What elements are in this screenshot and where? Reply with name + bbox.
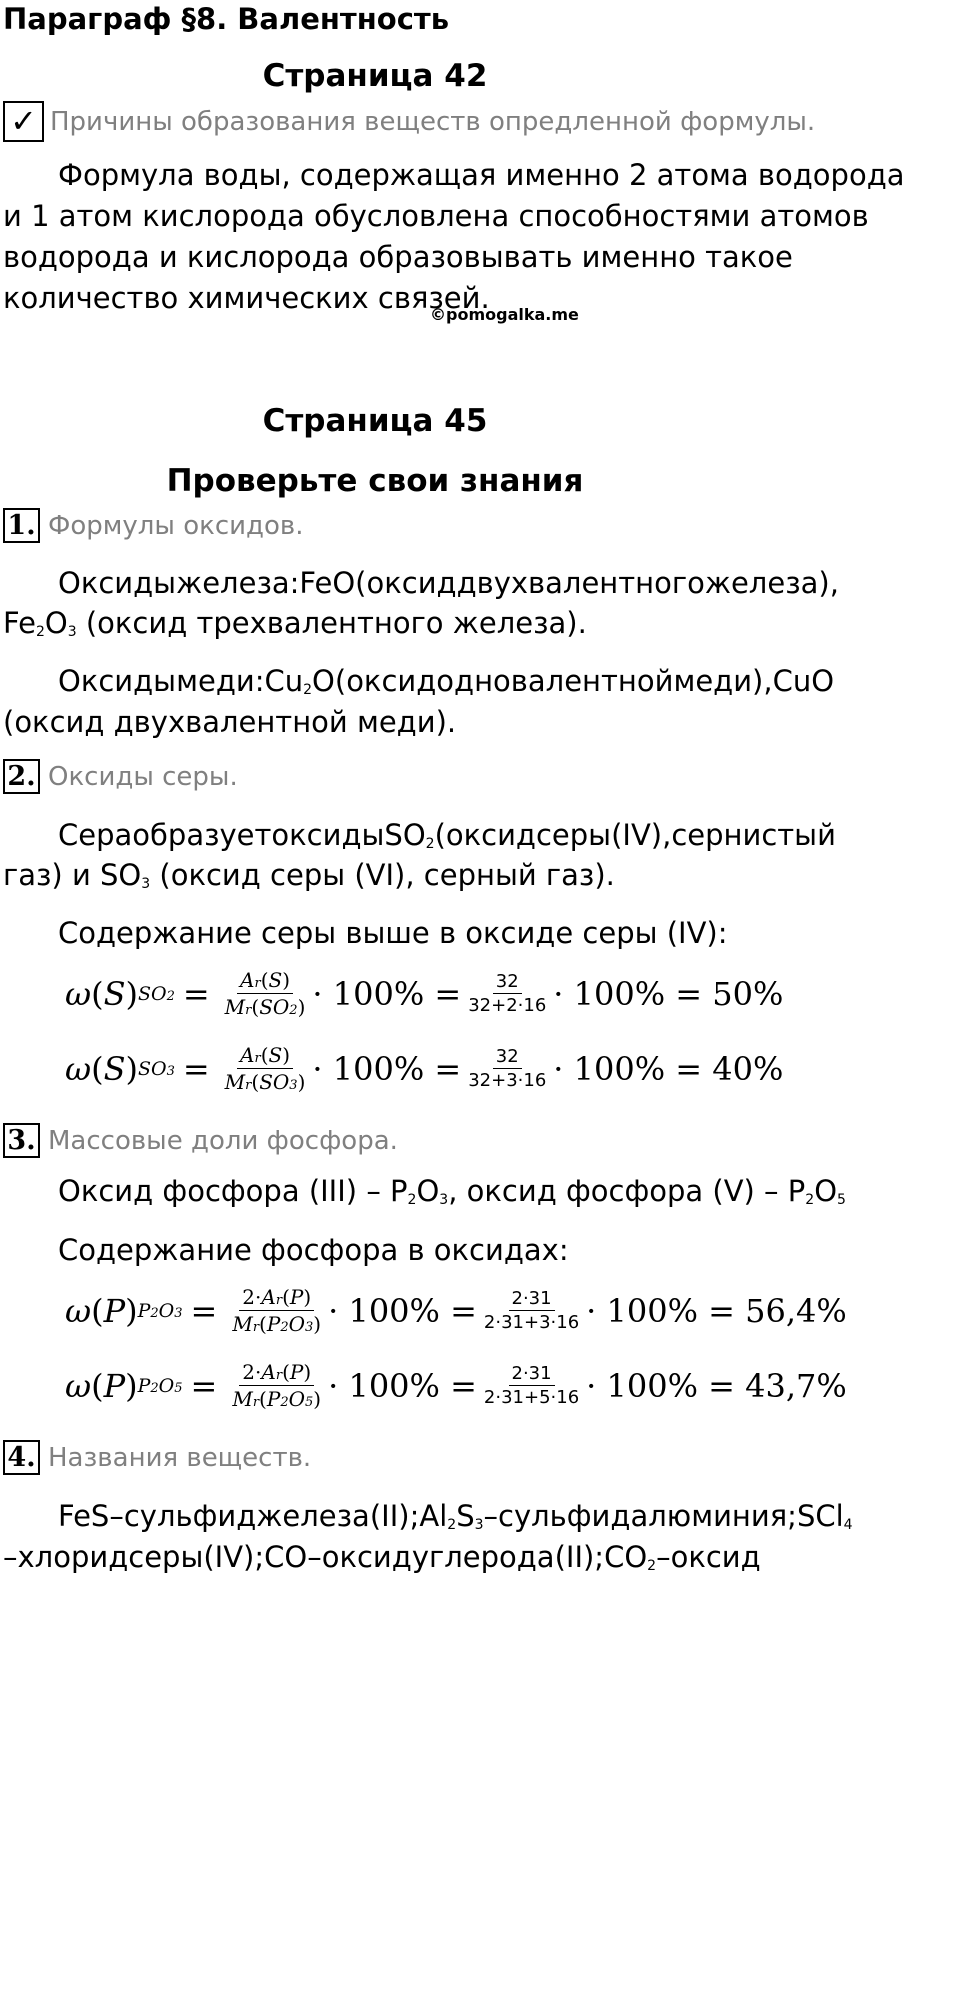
task-3-label: Массовые доли фосфора. [48, 1125, 398, 1156]
task-4-label: Названия веществ. [48, 1442, 312, 1473]
task-2-number: 2. [3, 759, 40, 794]
page-42-heading: Страница 42 [262, 58, 488, 94]
task-4-header [3, 1440, 311, 1475]
t4-line-2: – хлорид серы (IV); CO – оксид углерода (II); CO2 – оксид [3, 1540, 761, 1574]
task-label-42: Причины образования веществ опредленной формулы. [50, 106, 816, 137]
task-check-row [3, 101, 815, 142]
task-3-header [3, 1123, 398, 1158]
task-1-header [3, 508, 303, 543]
formula-p2o5: ω ( P ) P2O5 = $\frac{2\cdot Ar(P)}{Mr(P2O5)}$ · 100% = $\frac{2\cdot 31}{2\cdot 31+5\cdot 16}$ · 100% = 43,7% [65, 1360, 847, 1411]
t1-line-1: Оксиды железа: FeO (оксид двухвалентного железа), [58, 566, 839, 600]
task-4-number: 4. [3, 1440, 40, 1475]
task-1-number: 1. [3, 508, 40, 543]
t1-line-4: (оксид двухвалентной меди). [3, 705, 457, 739]
t3-line-2: Содержание фосфора в оксидах: [58, 1233, 569, 1267]
t2-line-2: газ) и SO3 (оксид серы (VI), серный газ). [3, 858, 615, 892]
t3-line-1: Оксид фосфора (III) – P2O3, оксид фосфора (V) – P2O5 [58, 1174, 846, 1208]
task-2-header [3, 759, 238, 794]
t4-line-1: FeS – сульфид железа (II); Al2S3 – сульфид алюминия; SCl4 [58, 1499, 853, 1533]
task-3-number: 3. [3, 1123, 40, 1158]
t2-line-3: Содержание серы выше в оксиде серы (IV): [58, 916, 728, 950]
watermark: ©pomogalka.me [430, 305, 579, 324]
t2-line-1: Сера образует оксиды SO2 (оксид серы (IV), сернистый [58, 818, 836, 852]
task-2-label: Оксиды серы. [48, 761, 238, 792]
p42-line-4: количество химических связей. [3, 281, 490, 315]
t1-line-3: Оксиды меди: Cu2O (оксид одновалентной меди), CuO [58, 664, 835, 698]
p42-line-2: и 1 атом кислорода обусловлена способностями атомов [3, 199, 869, 233]
formula-so2: ω ( S ) SO2 = $\frac{Ar(S)}{Mr(SO2)}$ · 100% = $\frac{32}{32+2\cdot 16}$ · 100% = 50% [65, 968, 784, 1019]
paragraph-title: Параграф §8. Валентность [3, 2, 450, 36]
task-1-label: Формулы оксидов. [48, 510, 304, 541]
formula-p2o3: ω ( P ) P2O3 = $\frac{2\cdot Ar(P)}{Mr(P2O3)}$ · 100% = $\frac{2\cdot 31}{2\cdot 31+3\cdot 16}$ · 100% = 56,4% [65, 1285, 847, 1336]
p42-line-1: Формула воды, содержащая именно 2 атома водорода [58, 158, 905, 192]
p42-line-3: водорода и кислорода образовывать именно такое [3, 240, 793, 274]
page-45-heading: Страница 45 [262, 403, 488, 439]
formula-so3: ω ( S ) SO3 = $\frac{Ar(S)}{Mr(SO3)}$ · 100% = $\frac{32}{32+3\cdot 16}$ · 100% = 40% [65, 1043, 784, 1094]
checkmark-icon: ✓ [3, 101, 44, 142]
t1-line-2: Fe2O3 (оксид трехвалентного железа). [3, 606, 587, 640]
knowledge-check-heading: Проверьте свои знания [166, 463, 584, 499]
